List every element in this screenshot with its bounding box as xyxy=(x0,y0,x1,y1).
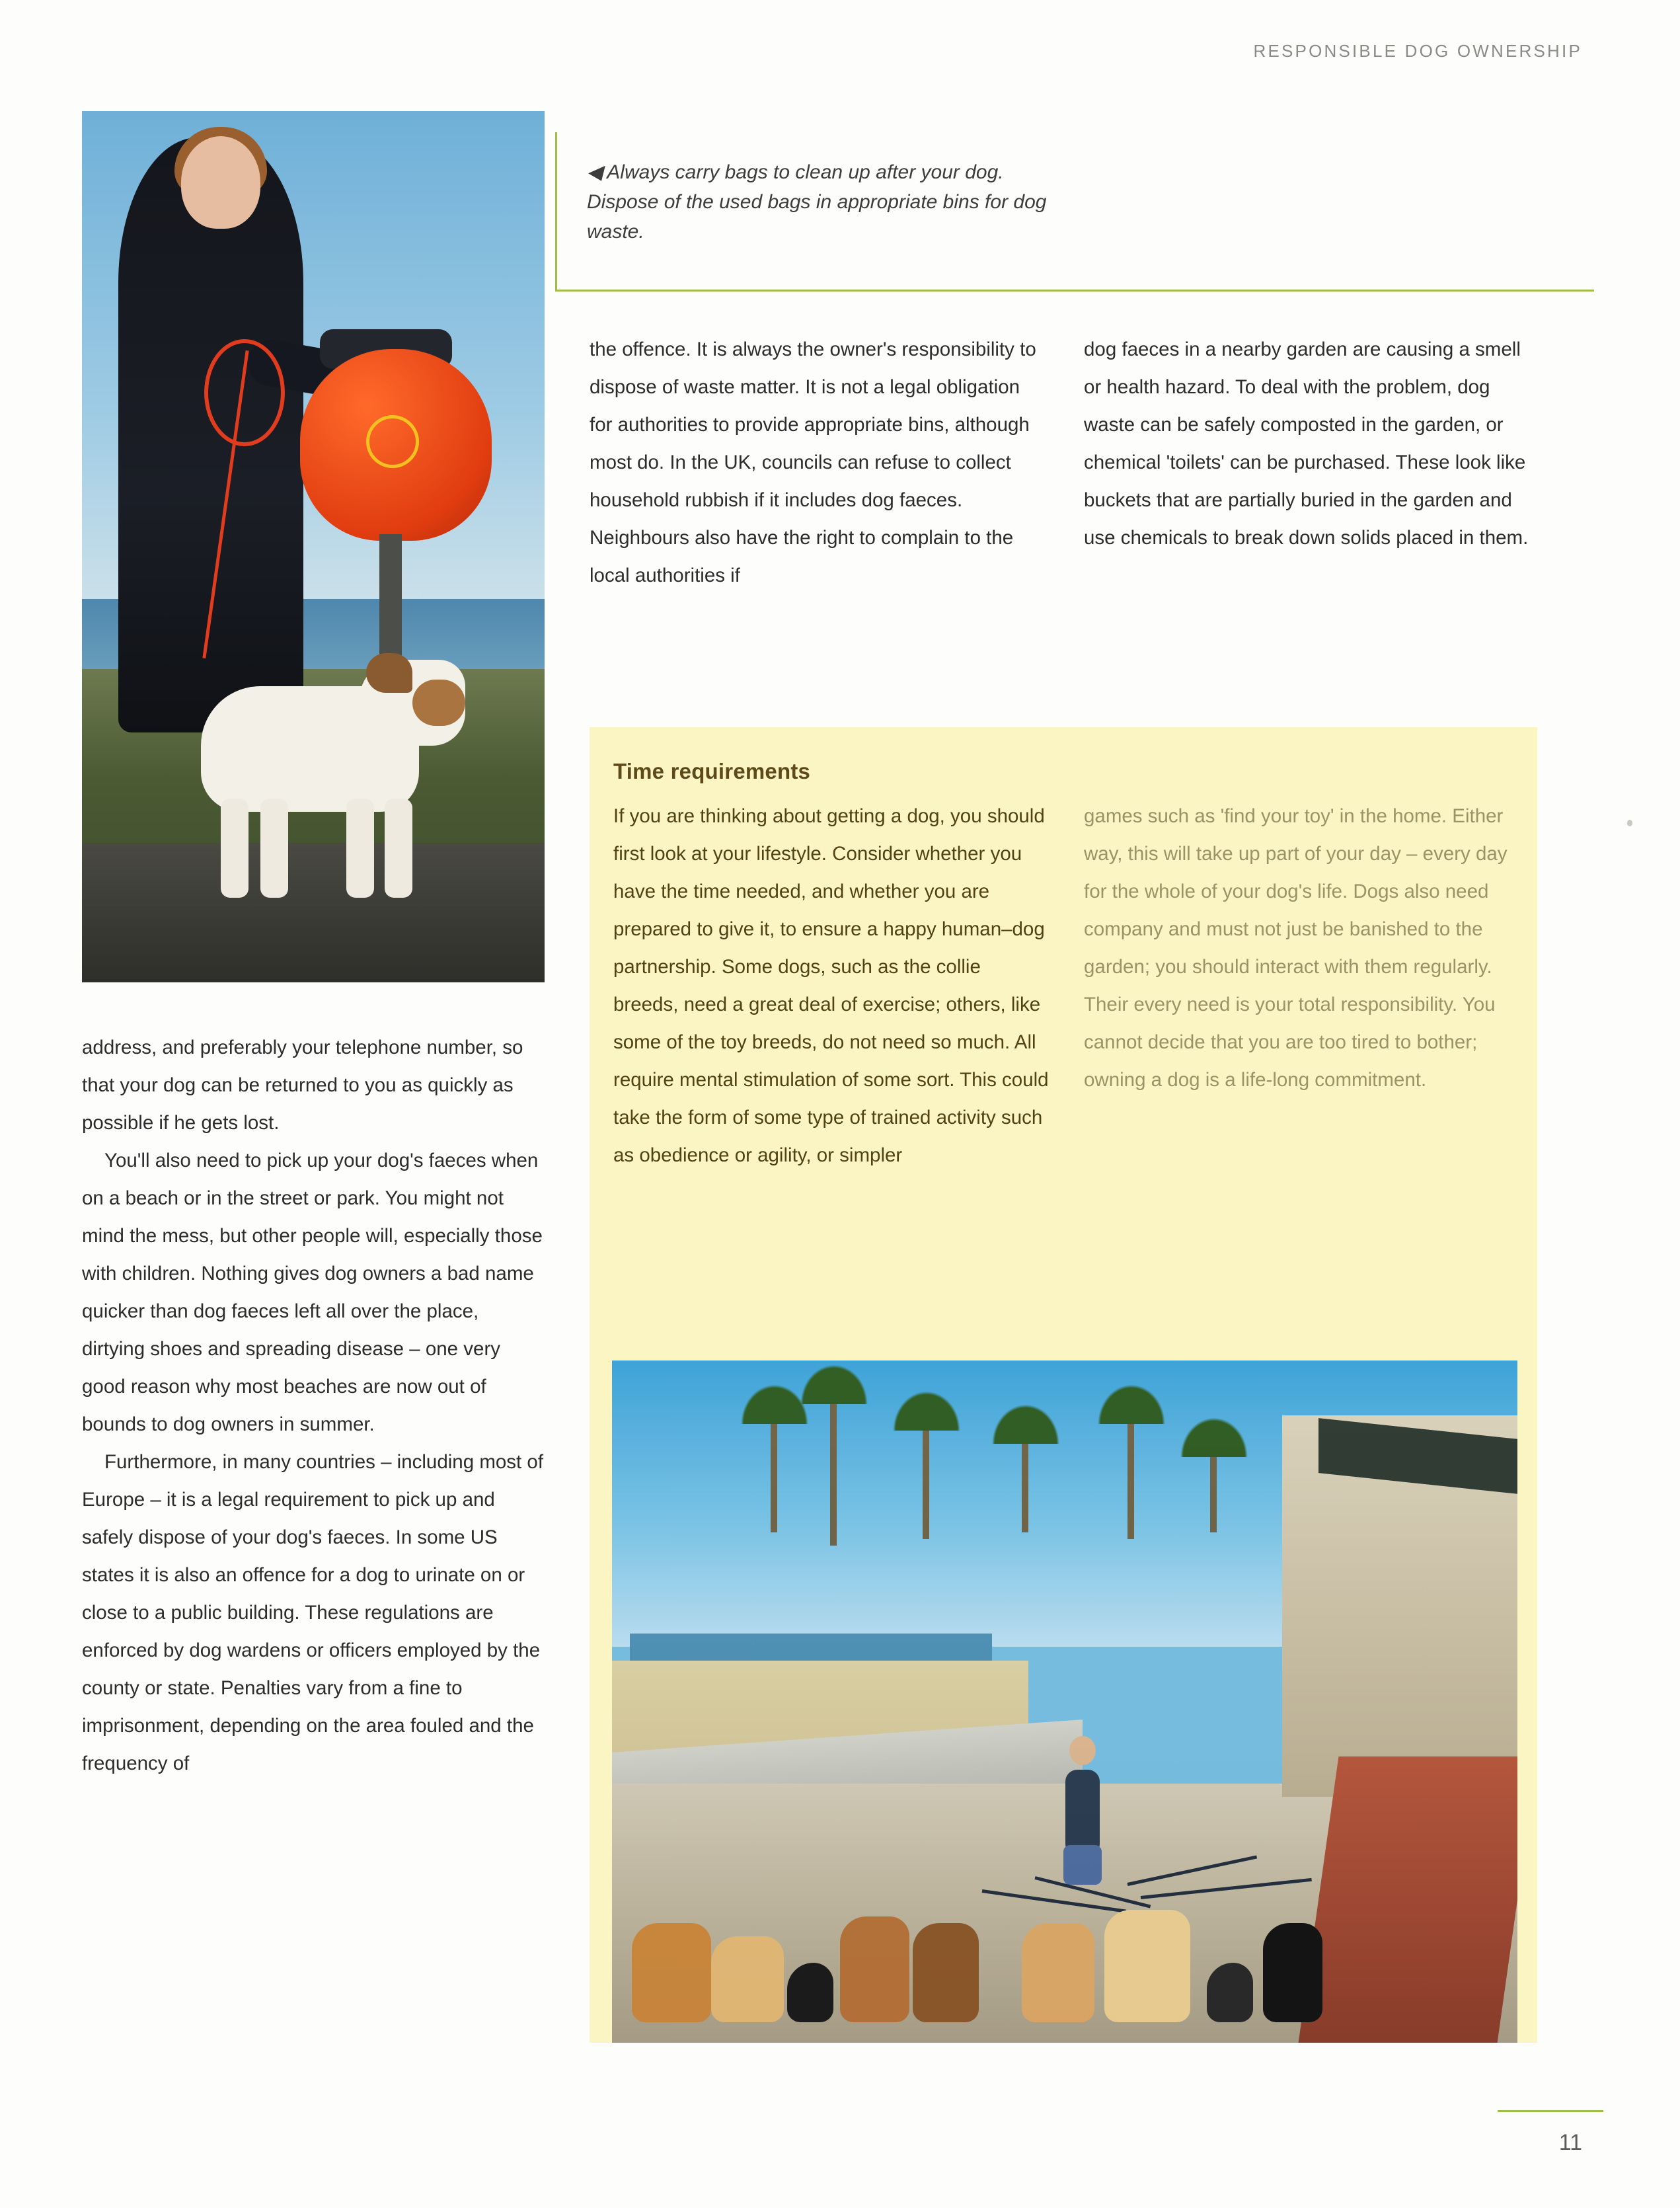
sidebar-time-requirements xyxy=(590,727,1537,2043)
running-head: RESPONSIBLE DOG OWNERSHIP xyxy=(1253,41,1582,61)
footer-rule xyxy=(1498,2110,1603,2112)
body-column-middle-top xyxy=(590,331,1040,594)
photo-terrier-ear xyxy=(366,653,412,693)
body-column-right-top xyxy=(1084,331,1540,557)
photo-terrier-legs xyxy=(214,799,412,898)
photo-bin-symbol xyxy=(366,415,419,468)
paragraph: dog faeces in a nearby garden are causing a smell or health hazard. To deal with the problem, dog waste can be safely composted in the garden, or chemical 'toilets' can be purchased. These look like buckets that are partially buried in the garden and use chemicals to break down solids placed in them. xyxy=(1084,338,1529,549)
paragraph: You'll also need to pick up your dog's faeces when on a beach or in the street or park. You might not mind the mess, but other people will, especially those with children. Nothing gives dog owners a bad name quicker than dog faeces left all over the place, dirtying shoes and spreading disease – one very good reason why most beaches are now out of bounds to dog owners in summer. xyxy=(82,1150,543,1435)
photo-terrier-face-patch xyxy=(412,680,465,726)
caption-horizontal-rule xyxy=(555,290,1594,292)
photo-dog-walker-on-boardwalk xyxy=(612,1360,1517,2043)
paragraph: the offence. It is always the owner's responsibility to dispose of waste matter. It is not a legal obligation for authorities to provide appropriate bins, although most do. In the UK, councils can refuse to collect household rubbish if it includes dog faeces. Neighbours also have the right to complain to the local authorities if xyxy=(590,338,1036,586)
body-column-left xyxy=(82,1029,545,1782)
sidebar-title: Time requirements xyxy=(613,759,811,783)
caption-top-photo: ◀ Always carry bags to clean up after your dog. Dispose of the used bags in appropriate bins for dog waste. xyxy=(587,161,1047,243)
paragraph: address, and preferably your telephone number, so that your dog can be returned to you as quickly as possible if he gets lost. xyxy=(82,1037,523,1134)
sidebar-column-left: If you are thinking about getting a dog, you should first look at your lifestyle. Consider whether you have the time needed, and whether you are prepared to give it, to ensure a happy human–dog partnership. Some dogs, such as the collie breeds, need a great deal of exercise; others, like some of the toy breeds, do not need so much. All require mental stimulation of some sort. This could take the form of some type of trained activity such as obedience or agility, or simpler xyxy=(613,805,1049,1166)
margin-speck xyxy=(1627,820,1632,826)
sidebar-column-right: games such as 'find your toy' in the home. Either way, this will take up part of your day – every day for the whole of your dog's life. Dogs also need company and must not just be banished to the garden; you should interact with them regularly. Their every need is your total responsibility. You cannot decide that you are too tired to bother; owning a dog is a life-long commitment. xyxy=(1084,805,1508,1091)
photo-woman-with-terrier-at-dog-waste-bin xyxy=(82,111,545,982)
photo-person-head xyxy=(181,136,260,229)
paragraph: Furthermore, in many countries – including most of Europe – it is a legal requirement to pick up and safely dispose of your dog's faeces. In some US states it is also an offence for a dog to urinate on or close to a public building. These regulations are enforced by dog wardens or officers employed by the county or state. Penalties vary from a fine to imprisonment, depending on the area fouled and the frequency of xyxy=(82,1451,544,1774)
caption-vertical-rule xyxy=(555,132,557,291)
page-number: 11 xyxy=(1558,2130,1582,2155)
photo-grain-overlay xyxy=(612,1360,1517,2043)
